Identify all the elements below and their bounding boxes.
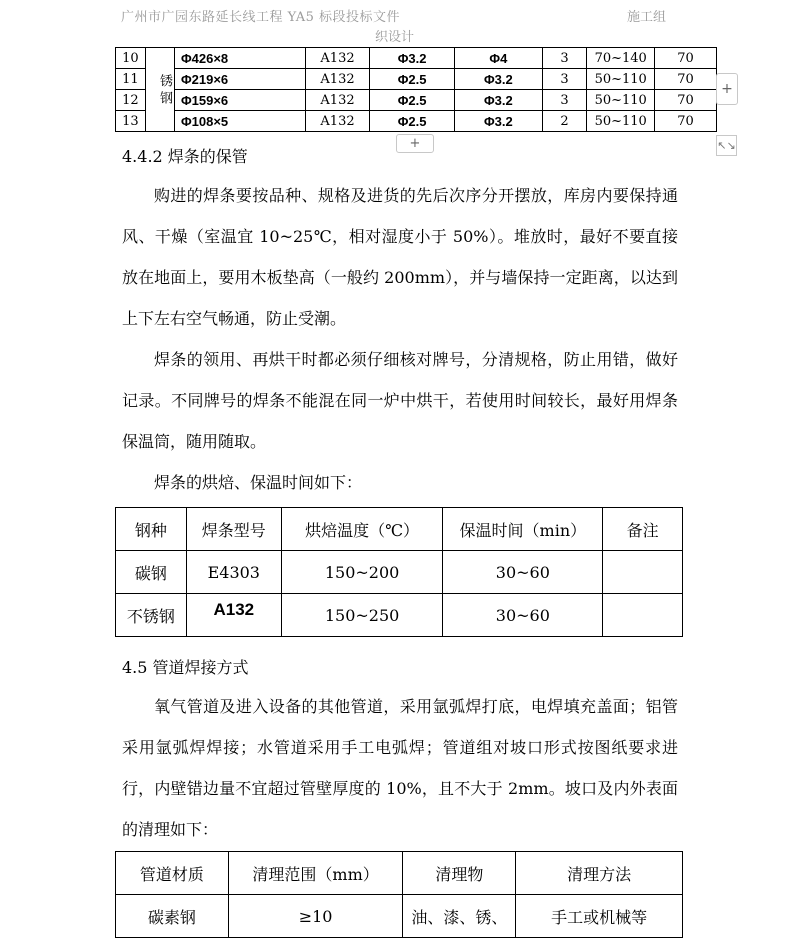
table-cell <box>603 551 683 594</box>
table-cell: Φ3.2 <box>455 90 543 111</box>
table-cell: A132 <box>305 48 369 69</box>
column-header: 焊条型号 <box>186 508 281 551</box>
table-cell: A132 <box>305 90 369 111</box>
table-cell: 50~110 <box>587 69 655 90</box>
section-heading-4-5: 4.5 管道焊接方式 <box>122 658 249 677</box>
table-cell: 150~200 <box>281 551 443 594</box>
table-row <box>116 594 683 637</box>
table-cell: Φ3.2 <box>370 48 455 69</box>
table-cell: 70~140 <box>587 48 655 69</box>
table-cell <box>603 594 683 637</box>
column-header: 清理范围（mm） <box>228 852 403 895</box>
section-4-4-2-body <box>122 175 678 503</box>
table-cell: 10 <box>116 48 146 69</box>
header-title: 广州市广园东路延长线工程 YA5 标段投标文件 <box>121 10 400 25</box>
cleaning-table <box>115 851 683 938</box>
column-header: 保温时间（min） <box>443 508 603 551</box>
table-row <box>116 111 717 132</box>
header-right: 施工组 <box>627 10 667 25</box>
table-cell: 2 <box>542 111 587 132</box>
table-cell: 3 <box>542 90 587 111</box>
table-cell: 30~60 <box>443 594 603 637</box>
table-cell: 3 <box>542 69 587 90</box>
table-cell: 50~110 <box>587 111 655 132</box>
table-cell: Φ2.5 <box>370 111 455 132</box>
table-header-row <box>116 852 683 895</box>
table-row <box>116 895 683 938</box>
add-row-button[interactable]: + <box>396 134 434 153</box>
table-cell: A132 <box>305 69 369 90</box>
table-cell: A132 <box>186 594 281 637</box>
table-cell: Φ3.2 <box>455 69 543 90</box>
table-cell: 50~110 <box>587 90 655 111</box>
table-cell: 13 <box>116 111 146 132</box>
paragraph: 焊条的领用、再烘干时都必须仔细核对牌号，分清规格，防止用错，做好记录。不同牌号的焊条不能混在同一炉中烘干，若使用时间较长，最好用焊条保温筒，随用随取。 <box>122 350 678 451</box>
table-header-row <box>116 508 683 551</box>
paragraph: 氧气管道及进入设备的其他管道，采用氩弧焊打底，电焊填充盖面；铝管采用氩弧焊焊接；水管道采用手工电弧焊；管道组对坡口形式按图纸要求进行，内壁错边量不宜超过管壁厚度的 10%，且不大于 2mm。坡口及内外表面的清理如下： <box>122 697 678 839</box>
table-cell: 手工或机械等 <box>516 895 683 938</box>
table-row <box>116 551 683 594</box>
section-heading-4-4-2: 4.4.2 焊条的保管 <box>122 147 248 166</box>
paragraph: 焊条的烘焙、保温时间如下： <box>154 473 363 492</box>
column-header: 烘焙温度（℃） <box>281 508 443 551</box>
column-header: 清理物 <box>403 852 516 895</box>
table-cell: 70 <box>655 69 717 90</box>
table-cell: Φ3.2 <box>455 111 543 132</box>
paragraph: 购进的焊条要按品种、规格及进货的先后次序分开摆放，库房内要保持通风、干燥（室温宜 10~25℃，相对湿度小于 50%）。堆放时，最好不要直接放在地面上，要用木板垫高（一般约 200mm），并与墙保持一定距离，以达到上下左右空气畅通，防止受潮。 <box>122 186 678 328</box>
column-header: 管道材质 <box>116 852 229 895</box>
table-cell: Φ2.5 <box>370 69 455 90</box>
section-4-5-body <box>122 686 678 850</box>
table-cell: 12 <box>116 90 146 111</box>
table-cell: 碳素钢 <box>116 895 229 938</box>
table-cell: 3 <box>542 48 587 69</box>
baking-table <box>115 507 683 637</box>
table-cell: 70 <box>655 48 717 69</box>
header-line2: 织设计 <box>375 30 415 45</box>
column-header: 钢种 <box>116 508 187 551</box>
table-row <box>116 48 717 69</box>
table-cell: Φ159×6 <box>174 90 305 111</box>
column-header: 备注 <box>603 508 683 551</box>
welding-params-table <box>115 47 717 132</box>
table-resize-handle[interactable]: ↖↘ <box>716 135 737 156</box>
material-cell: 锈钢 <box>145 48 174 132</box>
table-cell: 150~250 <box>281 594 443 637</box>
table-cell: 70 <box>655 90 717 111</box>
table-cell: 油、漆、锈、 <box>403 895 516 938</box>
table-row <box>116 90 717 111</box>
table-cell: Φ426×8 <box>174 48 305 69</box>
table-cell: Φ219×6 <box>174 69 305 90</box>
table-cell: 不锈钢 <box>116 594 187 637</box>
add-column-button[interactable]: + <box>716 73 738 105</box>
table-cell: 70 <box>655 111 717 132</box>
table-cell: Φ2.5 <box>370 90 455 111</box>
table-cell: ≥10 <box>228 895 403 938</box>
table-cell: 碳钢 <box>116 551 187 594</box>
table-row <box>116 69 717 90</box>
table-cell: Φ108×5 <box>174 111 305 132</box>
table-cell: 30~60 <box>443 551 603 594</box>
table-cell: A132 <box>305 111 369 132</box>
table-cell: Φ4 <box>455 48 543 69</box>
table-cell: E4303 <box>186 551 281 594</box>
table-cell: 11 <box>116 69 146 90</box>
column-header: 清理方法 <box>516 852 683 895</box>
